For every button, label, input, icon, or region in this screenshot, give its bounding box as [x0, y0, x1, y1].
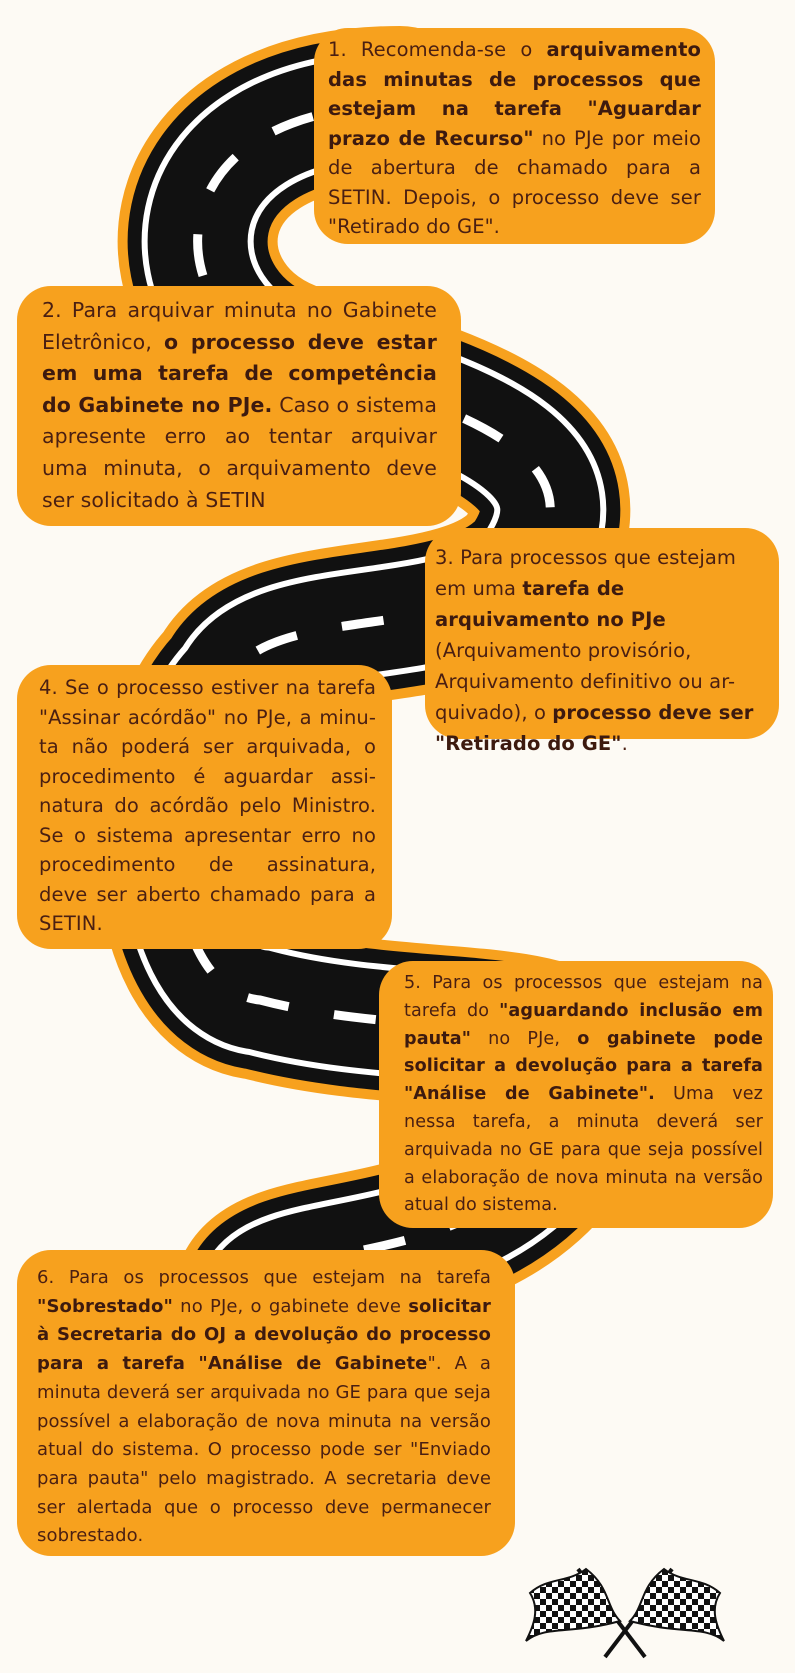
step-2-card: [17, 286, 461, 526]
body-text: 3. Para processos que estejam em uma: [435, 546, 737, 600]
body-text: no PJe por meio de abertura de chamado para a SETIN. Depois, o processo deve ser "Retirado do GE".: [328, 126, 702, 238]
body-text: ". A a minuta deverá ser arquivada no GE para que seja possível a elaboração de nova minuta na versão atual do sistema. O processo pode ser "Enviado para pauta" pelo magistrado. A secretaria deve ser alertada que o processo deve permanecer sobrestado.: [37, 1353, 491, 1547]
highlighted-text: tarefa de arquivamento no PJe: [435, 577, 666, 631]
highlighted-text: "Sobrestado": [37, 1295, 173, 1317]
step-3-card: [425, 528, 779, 755]
body-text: no PJe,: [471, 1028, 578, 1049]
highlighted-text: "aguardando inclusão em pauta": [404, 1000, 763, 1049]
body-text: .: [621, 732, 628, 755]
step-4-card: [17, 665, 392, 949]
body-text: 5. Para os processos que estejam na tarefa do: [404, 973, 763, 1021]
highlighted-text: solicitar à Secretaria do OJ a devolução do processo para a tarefa "Análise de Gabinete: [37, 1295, 491, 1375]
body-text: 2. Para arquivar minuta no Gabinete Eletrônico,: [42, 298, 437, 354]
step-1-card: [314, 28, 715, 244]
body-text: Caso o sistema apresente erro ao tentar arquivar uma minuta, o arquivamento deve ser solicitado à SETIN: [42, 392, 437, 512]
highlighted-text: o gabinete pode solicitar a devolução para a tarefa "Análise de Gabinete".: [404, 1028, 764, 1105]
checkered-flags-icon: [520, 1563, 730, 1659]
step-6-card: [17, 1250, 515, 1556]
body-text: 1. Recomenda-se o: [328, 38, 547, 61]
step-5-card: [379, 961, 773, 1228]
body-text: (Arquivamento provisório, Arquivamento definitivo ou ar-quivado), o: [435, 639, 736, 724]
highlighted-text: o processo deve estar em uma tarefa de competência do Gabinete no PJe.: [42, 329, 437, 417]
body-text: no PJe, o gabinete deve: [172, 1295, 409, 1317]
body-text: 4. Se o processo estiver na tarefa "Assinar acórdão" no PJe, a minu-ta não poderá ser arquivada, o procedimento é aguardar assi-natura do acórdão pelo Ministro. Se o sistema apresentar erro no procedimento de assinatura, deve ser aberto chamado para a SETIN.: [39, 676, 376, 935]
body-text: 6. Para os processos que estejam na tarefa: [37, 1267, 491, 1288]
body-text: Uma vez nessa tarefa, a minuta deverá ser arquivada no GE para que seja possível a elaboração de nova minuta na versão atual do sistema.: [404, 1084, 763, 1216]
highlighted-text: processo deve ser "Retirado do GE": [435, 701, 754, 755]
highlighted-text: arquivamento das minutas de processos que estejam na tarefa "Aguardar prazo de Recurso": [328, 38, 701, 150]
